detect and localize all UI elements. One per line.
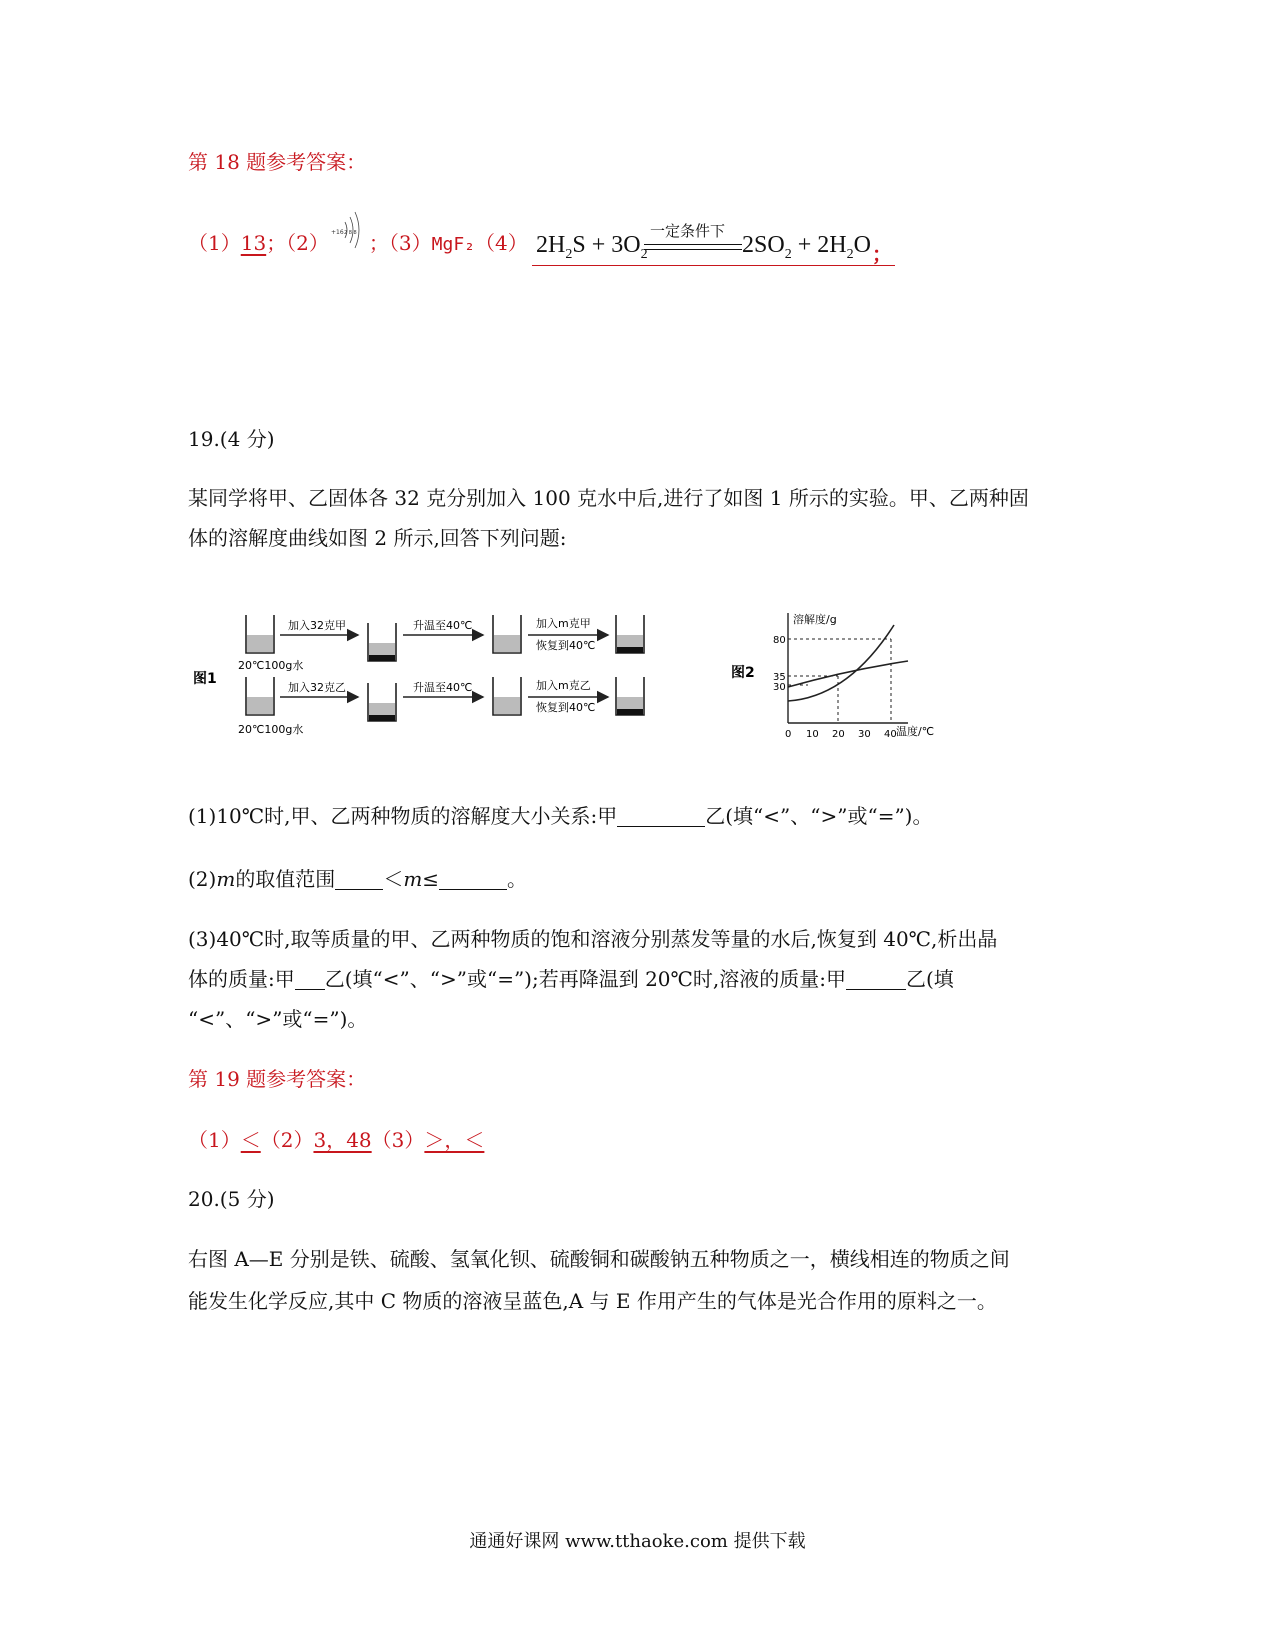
fig2-label: 图2 <box>731 665 755 681</box>
q19-sub2-prefix: (2) <box>188 867 217 891</box>
q19-sub2-text: 的取值范围 <box>235 867 336 891</box>
fig2-xlabel: 温度/℃ <box>896 725 935 738</box>
q20-line-2: 能发生化学反应,其中 C 物质的溶液呈蓝色,A 与 E 作用产生的气体是光合作用的原料之一。 <box>188 1289 997 1313</box>
q18-answer-3: MgF₂ <box>431 234 476 255</box>
q19-sub1-blank[interactable] <box>617 806 705 827</box>
q19-sub2-end: 。 <box>507 867 528 891</box>
equation-products: $2SO_2 + 2H_2O$ <box>742 232 871 262</box>
q19-sub3-blank-2[interactable] <box>846 969 906 990</box>
q19-sub-3-line-3: “<”、“>”或“=”)。 <box>188 1007 368 1031</box>
fig2-xtick-10: 10 <box>806 729 819 740</box>
q20-number: 20.(5 分) <box>188 1187 275 1211</box>
fig2-curve-jia <box>788 625 894 701</box>
q19-stem-line-1: 某同学将甲、乙固体各 32 克分别加入 100 克水中后,进行了如图 1 所示的实验。甲、乙两种固 <box>188 486 1029 510</box>
atom-structure-diagram <box>329 228 369 254</box>
fig1-row1-step2: 升温至40℃ <box>413 619 473 632</box>
q19-sub2-m: m <box>216 867 236 891</box>
fig2-xtick-30: 30 <box>858 729 871 740</box>
fig2-xtick-0: 0 <box>785 729 792 740</box>
fig1-label: 图1 <box>193 671 217 687</box>
q19-answer-p3: （3） <box>371 1128 425 1152</box>
q19-answer-3: ＞，＜ <box>424 1128 485 1152</box>
fig1-row2-step2: 升温至40℃ <box>413 681 473 694</box>
q19-sub3-text-b: 乙(填“<”、“>”或“=”);若再降温到 20℃时,溶液的质量:甲 <box>324 967 846 991</box>
q18-part4-label: （4） <box>475 231 528 255</box>
q19-stem-line-2: 体的溶解度曲线如图 2 所示,回答下列问题: <box>188 526 567 550</box>
fig2-ytick-30: 30 <box>773 682 786 693</box>
q19-sub-2 <box>188 865 527 893</box>
fig2-xtick-20: 20 <box>832 729 845 740</box>
equation-underline <box>532 265 895 266</box>
q19-figure-svg <box>188 605 1048 745</box>
fig2-curve-yi <box>788 661 908 687</box>
equation-reactants: $2H_2S + 3O_2$ <box>536 232 648 262</box>
q19-sub3-blank-1[interactable] <box>295 969 325 990</box>
q19-sub2-lt: ＜ <box>383 867 404 891</box>
fig2-ytick-35: 35 <box>773 672 786 683</box>
atom-structure-icon <box>329 206 369 250</box>
equation-condition: 一定条件下 <box>650 222 726 240</box>
q18-part1-label: （1） <box>188 231 241 255</box>
q19-answer-2: 3，48 <box>313 1128 372 1152</box>
fig2-axes <box>788 613 908 723</box>
q19-sub3-text-c: 乙(填 <box>906 967 954 991</box>
q19-answer-1: ＜ <box>240 1128 261 1152</box>
equation-double-line-top <box>644 244 742 245</box>
equation-double-line-bottom <box>644 249 742 250</box>
fig1-row1-step3a: 加入m克甲 <box>536 617 591 630</box>
q18-sep-1: ；（2） <box>266 231 329 255</box>
fig2-xtick-40: 40 <box>884 729 897 740</box>
fig2-ylabel: 溶解度/g <box>793 613 837 626</box>
q19-sub2-blank-2[interactable] <box>439 869 507 890</box>
q19-sub1-text-b: 乙(填“<”、“>”或“=”)。 <box>705 804 933 828</box>
atom-nucleus-label: +16 <box>330 229 344 236</box>
fig1-row2-water: 20℃100g水 <box>238 723 304 736</box>
fig1-row2-step1: 加入32克乙 <box>288 681 346 694</box>
q18-sep-2: ；（3） <box>368 231 432 255</box>
q19-sub-3-line-1: (3)40℃时,取等质量的甲、乙两种物质的饱和溶液分别蒸发等量的水后,恢复到 40℃,析出晶 <box>188 927 998 951</box>
q19-sub-1 <box>188 802 932 830</box>
q19-answer-p1: （1） <box>188 1128 241 1152</box>
fig2-xticks <box>785 729 897 740</box>
fig1-row1-step3b: 恢复到40℃ <box>536 639 596 652</box>
fig1-row1-water: 20℃100g水 <box>238 659 304 672</box>
q20-line-1: 右图 A—E 分别是铁、硫酸、氢氧化钡、硫酸铜和碳酸钠五种物质之一，横线相连的物质之间 <box>188 1247 1010 1271</box>
q19-figures <box>188 605 1048 745</box>
fig1-row2-step3b: 恢复到40℃ <box>536 701 596 714</box>
fig1-row2-step3a: 加入m克乙 <box>536 679 591 692</box>
atom-shells-label: 2 8 8 <box>343 230 357 236</box>
q19-sub2-blank-1[interactable] <box>335 869 383 890</box>
q19-sub1-text-a: (1)10℃时,甲、乙两种物质的溶解度大小关系:甲 <box>188 804 618 828</box>
q19-sub3-text-a: 体的质量:甲 <box>188 967 295 991</box>
chemical-equation <box>532 220 897 270</box>
q18-answer-line <box>188 228 528 259</box>
q19-sub2-m-2: m <box>403 867 423 891</box>
equation-end-mark: ； <box>872 242 892 266</box>
q18-answer-1: 13 <box>240 231 267 255</box>
q19-sub-3-line-2 <box>188 965 954 993</box>
q18-answer-heading: 第 18 题参考答案： <box>188 150 367 174</box>
q19-number: 19.(4 分) <box>188 427 275 451</box>
q19-sub2-le: ≤ <box>422 867 440 891</box>
q19-answer-p2: （2） <box>260 1128 314 1152</box>
fig1-row1-step1: 加入32克甲 <box>288 619 346 632</box>
page-footer: 通通好课网 www.tthaoke.com 提供下载 <box>469 1531 806 1552</box>
fig2-yticks <box>773 635 786 693</box>
q19-answer-line <box>188 1126 484 1154</box>
fig2-ytick-80: 80 <box>773 635 786 646</box>
q19-answer-heading: 第 19 题参考答案： <box>188 1067 367 1091</box>
